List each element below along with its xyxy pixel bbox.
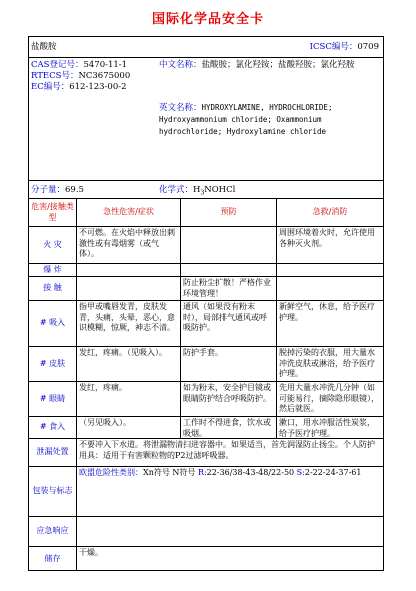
formula-sub: 3 <box>200 189 205 197</box>
s-value: 2-22-24-37-61 <box>304 468 362 477</box>
contact-prevention: 防止粉尘扩散！严格作业环境管理！ <box>181 277 277 300</box>
ingestion-label: # 食入 <box>29 417 77 438</box>
fire-acute: 不可燃。在火焰中释放出刺激性或有毒烟雾（或气体）。 <box>77 227 181 263</box>
cas-label: CAS登记号： <box>31 60 84 70</box>
packaging-label: 包装与标志 <box>29 467 77 516</box>
explosion-first-aid <box>277 264 383 276</box>
packaging-text <box>77 467 383 516</box>
col-type: 危害/接触类型 <box>29 199 77 226</box>
s-label: S: <box>296 468 305 477</box>
fire-label: 火 灾 <box>29 227 77 263</box>
eyes-first-aid: 先用大量水冲洗几分钟（如可能易行，摘除隐形眼镜），然后就医。 <box>279 383 379 413</box>
cas-line <box>31 60 151 71</box>
contact-first-aid <box>277 277 383 300</box>
icsc-label: ICSC编号： <box>309 42 358 52</box>
en-label: 英文名称： <box>159 103 202 113</box>
col-first-aid: 急救/消防 <box>312 207 348 217</box>
eu-label: 欧盟危险性类别： <box>79 468 143 477</box>
skin-acute: 发红，疼痛。（见吸入）。 <box>77 347 181 381</box>
rtecs-value: NC3675000 <box>78 71 131 81</box>
inhalation-first-aid: 新鲜空气，休息，给予医疗护理。 <box>279 302 375 322</box>
mw-value: 69.5 <box>65 185 84 195</box>
contact-label: 接 触 <box>29 277 77 300</box>
fire-first-aid: 周围环境着火时，允许使用各种灭火剂。 <box>279 228 375 248</box>
explosion-label: 爆 炸 <box>29 264 77 276</box>
cn-value: 盐酸胺；氯化羟铵；盐酸羟胺；氯化羟胺 <box>201 60 355 70</box>
row-inhalation <box>29 301 383 347</box>
ingestion-first-aid: 漱口，用水冲服活性炭浆，给予医疗护理。 <box>279 418 375 438</box>
header-row <box>29 37 383 58</box>
formula-row <box>29 181 383 199</box>
skin-prevention: 防护手套。 <box>181 347 277 381</box>
spill-label: 泄漏处置 <box>29 439 77 466</box>
column-header-row <box>29 199 383 227</box>
row-storage <box>29 547 383 571</box>
icsc-value: 0709 <box>357 42 379 52</box>
storage-label: 储存 <box>29 547 77 571</box>
formula-label: 化学式： <box>159 185 194 195</box>
r-value: 22-36/38-43-48/22-50 <box>206 468 297 477</box>
emergency-label: 应急响应 <box>29 517 77 546</box>
eyes-prevention: 如为粉末，安全护目镜或眼睛防护结合呼吸防护。 <box>181 382 277 416</box>
safety-card <box>28 36 384 571</box>
row-emergency <box>29 517 383 547</box>
en-name <box>159 102 381 138</box>
ec-label: EC编号： <box>31 82 70 92</box>
row-ingestion <box>29 417 383 439</box>
row-packaging <box>29 467 383 517</box>
spill-text: 不要冲入下水道。将泄漏物清扫进容器中。如果适当，首先润湿防止扬尘。个人防护用具：适用于有害颗粒物的P2过滤呼吸器。 <box>79 440 375 460</box>
chemical-formula <box>159 185 235 199</box>
en-value: HYDROXYLAMINE, HYDROCHLORIDE; Hydroxyammonium chloride; Oxammonium hydrochloride; Hydroxylamine chloride <box>159 103 333 136</box>
inhalation-acute: 指甲或嘴唇发青，皮肤发青，头痛，头晕，恶心，意识模糊，惊厥，神志不清。 <box>77 301 181 346</box>
mw-label: 分子量： <box>31 185 66 195</box>
molecular-weight <box>31 185 84 196</box>
skin-label: # 皮肤 <box>29 347 77 381</box>
eyes-label: # 眼睛 <box>29 382 77 416</box>
skin-first-aid: 脱掉污染的衣服，用大量水冲洗皮肤或淋浴，给予医疗护理。 <box>279 348 375 378</box>
cn-label: 中文名称： <box>159 60 202 70</box>
row-eyes <box>29 382 383 417</box>
icsc-number <box>263 37 383 57</box>
row-fire <box>29 227 383 264</box>
formula-suffix: NOHCl <box>204 185 236 195</box>
chemical-name: 盐酸胺 <box>31 42 57 52</box>
col-prevention: 预防 <box>181 199 277 226</box>
card-title: 国际化学品安全卡 <box>151 12 264 27</box>
identifier-row <box>29 58 383 181</box>
inhalation-prevention: 通风（如果没有粉末时），局部排气通风或呼吸防护。 <box>181 301 277 346</box>
row-explosion <box>29 264 383 277</box>
contact-acute <box>77 277 181 300</box>
r-label: R: <box>197 468 207 477</box>
cas-value: 5470-11-1 <box>83 60 128 70</box>
emergency-text <box>77 517 383 546</box>
row-skin <box>29 347 383 382</box>
ec-line <box>31 82 151 93</box>
rtecs-label: RTECS号： <box>31 71 79 81</box>
ingestion-prevention: 工作时不得进食，饮水或吸烟。 <box>181 417 277 438</box>
storage-text: 干燥。 <box>79 548 103 557</box>
ingestion-acute: （另见吸入）。 <box>77 417 181 438</box>
inhalation-label: # 吸入 <box>29 301 77 346</box>
explosion-acute <box>77 264 181 276</box>
ec-value: 612-123-00-2 <box>69 82 127 92</box>
explosion-prevention <box>181 264 277 276</box>
fire-prevention <box>181 227 277 263</box>
row-contact <box>29 277 383 301</box>
names-block <box>159 60 381 138</box>
eu-value: Xn符号 N符号 <box>143 468 198 477</box>
col-acute: 急性危害/症状 <box>77 199 181 226</box>
eyes-acute: 发红，疼痛。 <box>77 382 181 416</box>
row-spill <box>29 439 383 467</box>
cn-name <box>159 60 381 94</box>
rtecs-line <box>31 71 151 82</box>
formula-prefix: H <box>193 185 201 195</box>
identifier-block <box>31 60 151 93</box>
